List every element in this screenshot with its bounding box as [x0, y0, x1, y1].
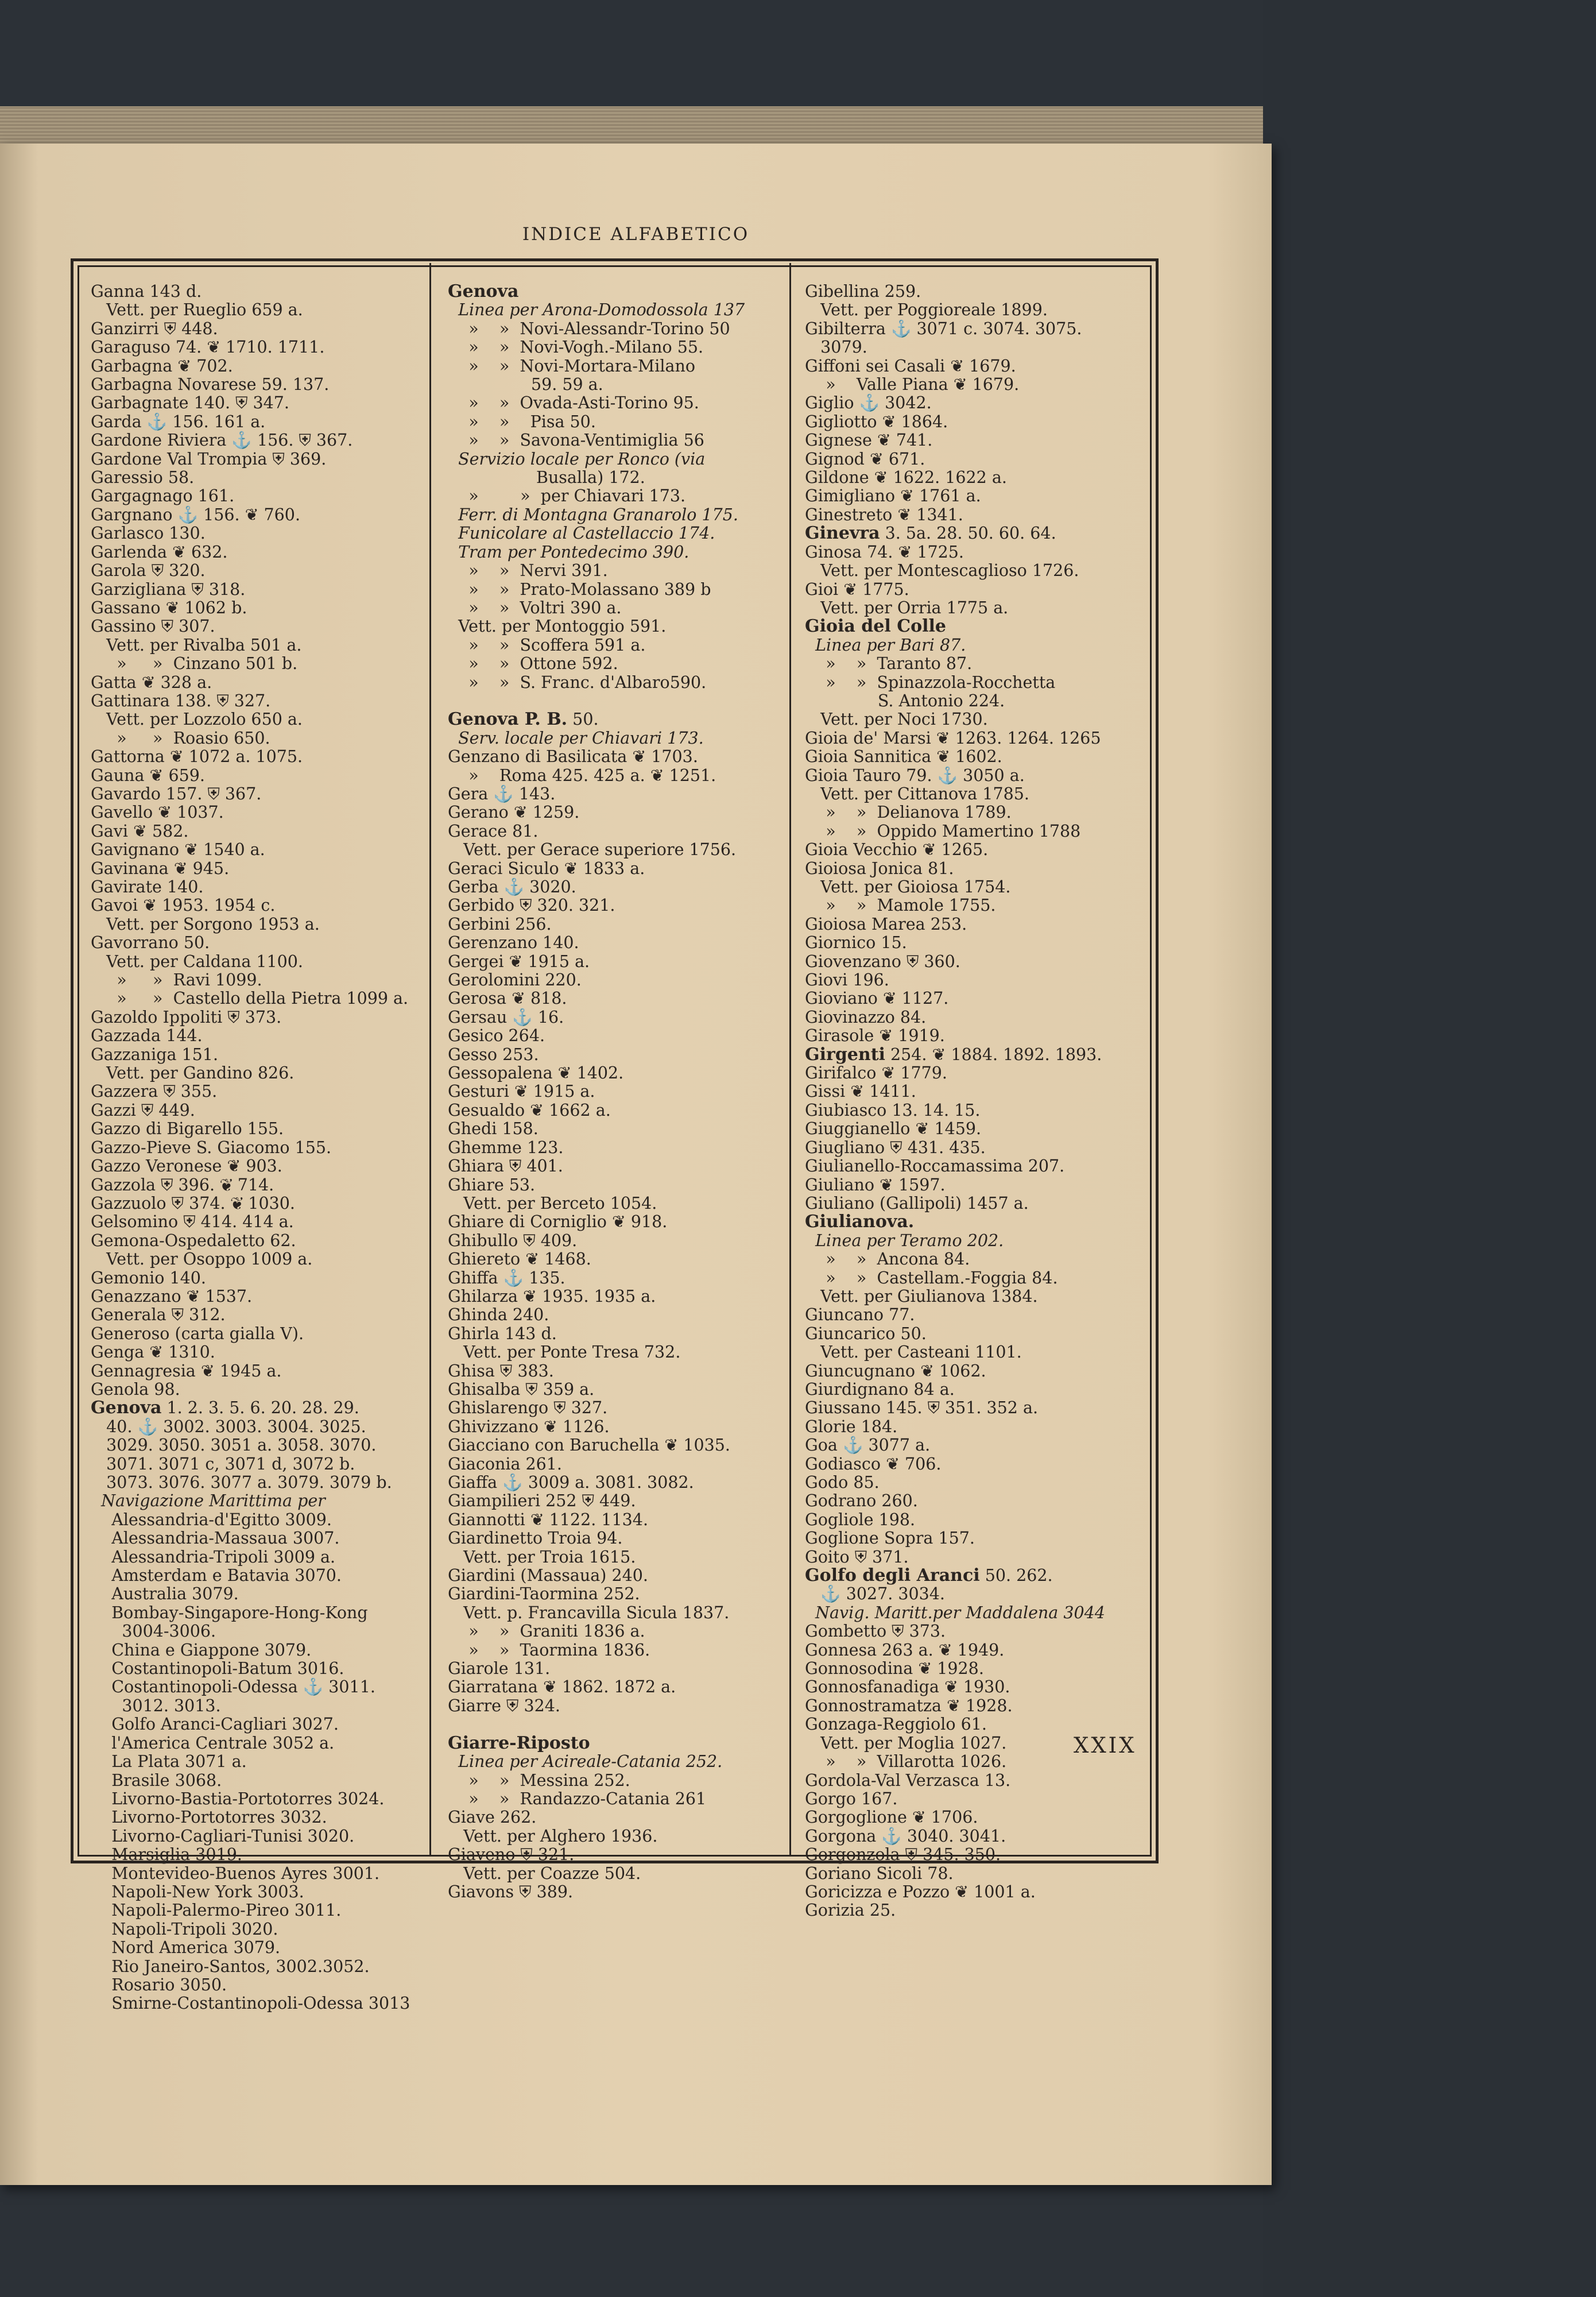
index-entry: Gemonio 140.: [91, 1268, 206, 1287]
index-entry: Vett. per Giulianova 1384.: [805, 1286, 1038, 1306]
index-entry: Girasole ❦ 1919.: [805, 1026, 945, 1046]
column-divider: [429, 263, 431, 1855]
index-entry: Vett. per Montescaglioso 1726.: [805, 561, 1079, 581]
index-entry: Giaveno ⛨ 321.: [448, 1845, 575, 1865]
index-entry: Gerolomini 220.: [448, 970, 582, 990]
index-entry: 3071. 3071 c, 3071 d, 3072 b.: [91, 1454, 355, 1474]
index-entry: Brasile 3068.: [91, 1770, 222, 1790]
index-entry: Vett. per Noci 1730.: [805, 710, 988, 729]
index-entry: Giussano 145. ⛨ 351. 352 a.: [805, 1398, 1039, 1418]
index-entry: Gorgonzola ⛨ 345. 350.: [805, 1845, 1001, 1865]
index-entry: Godo 85.: [805, 1473, 880, 1492]
index-entry: Gassino ⛨ 307.: [91, 617, 215, 636]
index-entry: Giuliano (Gallipoli) 1457 a.: [805, 1193, 1029, 1213]
index-entry: Vett. p. Francavilla Sicula 1837.: [448, 1603, 730, 1622]
index-entry: Gioviano ❦ 1127.: [805, 989, 949, 1008]
index-entry: Gorizia 25.: [805, 1901, 896, 1920]
index-entry: Gildone ❦ 1622. 1622 a.: [805, 468, 1007, 488]
index-entry: Vett. per Gioiosa 1754.: [805, 877, 1011, 896]
index-entry: Vett. per Gandino 826.: [91, 1064, 295, 1083]
index-entry: Linea per Arona-Domodossola 137: [448, 300, 745, 320]
index-entry: Livorno-Portotorres 3032.: [91, 1808, 327, 1827]
index-entry: Gazzaniga 151.: [91, 1045, 219, 1064]
index-entry: Goito ⛨ 371.: [805, 1547, 909, 1567]
index-entry: Ghiara ⛨ 401.: [448, 1157, 563, 1176]
index-entry: » » Novi-Alessandr-Torino 50: [448, 319, 730, 338]
index-entry: Gardone Val Trompia ⛨ 369.: [91, 449, 327, 469]
index-entry: Gerba ⚓ 3020.: [448, 877, 576, 896]
index-entry: Giovi 196.: [805, 970, 889, 990]
index-entry: Giulianova.: [805, 1212, 915, 1232]
page-header-title: INDICE ALFABETICO: [522, 224, 750, 245]
index-entry: Gavoi ❦ 1953. 1954 c.: [91, 896, 276, 915]
index-entry: Genazzano ❦ 1537.: [91, 1286, 253, 1306]
index-entry: » » Randazzo-Catania 261: [448, 1789, 707, 1808]
index-entry: Geraci Siculo ❦ 1833 a.: [448, 859, 645, 878]
index-entry: Gazzo Veronese ❦ 903.: [91, 1157, 282, 1176]
index-entry: Giuncugnano ❦ 1062.: [805, 1361, 986, 1380]
index-entry: Gerbido ⛨ 320. 321.: [448, 896, 615, 915]
index-entry: Vett. per Rivalba 501 a.: [91, 635, 302, 655]
index-entry: Vett. per Coazze 504.: [448, 1863, 641, 1883]
index-entry: » » Voltri 390 a.: [448, 598, 622, 617]
index-entry: Gesso 253.: [448, 1045, 539, 1064]
index-entry: Ghiare di Corniglio ❦ 918.: [448, 1212, 668, 1232]
index-entry: Giuncarico 50.: [805, 1324, 927, 1343]
index-entry: Glorie 184.: [805, 1417, 898, 1436]
index-entry: Gesturi ❦ 1915 a.: [448, 1082, 595, 1101]
index-entry: [448, 692, 784, 710]
index-entry: Gorgo 167.: [805, 1789, 898, 1808]
index-entry: Vett. per Cittanova 1785.: [805, 784, 1029, 803]
index-entry: 3073. 3076. 3077 a. 3079. 3079 b.: [91, 1473, 392, 1492]
index-entry-heading: Genova: [91, 1398, 162, 1418]
index-entry: » » Taormina 1836.: [448, 1640, 650, 1660]
index-entry: » » Ravi 1099.: [91, 970, 262, 990]
index-entry: Gignod ❦ 671.: [805, 449, 925, 469]
index-entry: Gerenzano 140.: [448, 933, 579, 953]
index-entry: Giuliano ❦ 1597.: [805, 1175, 946, 1194]
index-entry: Goriano Sicoli 78.: [805, 1863, 954, 1883]
index-entry: Gargagnago 161.: [91, 486, 235, 506]
index-entry: Girifalco ❦ 1779.: [805, 1064, 947, 1083]
index-entry: » » Graniti 1836 a.: [448, 1622, 645, 1641]
index-entry: Gigliotto ❦ 1864.: [805, 412, 948, 431]
index-entry: Costantinopoli-Batum 3016.: [91, 1659, 344, 1679]
index-entry: Gerosa ❦ 818.: [448, 989, 567, 1008]
index-entry: 3029. 3050. 3051 a. 3058. 3070.: [91, 1436, 377, 1455]
index-entry: Smirne-Costantinopoli-Odessa 3013: [91, 1994, 410, 2013]
index-entry: Bombay-Singapore-Hong-Kong: [91, 1603, 368, 1622]
index-entry: Goglione Sopra 157.: [805, 1529, 975, 1548]
index-entry: Ghiereto ❦ 1468.: [448, 1250, 591, 1269]
index-entry: » » Ottone 592.: [448, 654, 618, 674]
index-entry: Garlenda ❦ 632.: [91, 542, 228, 562]
index-entry: Alessandria-Massaua 3007.: [91, 1529, 340, 1548]
index-entry: 3012. 3013.: [91, 1696, 221, 1715]
index-entry: » » Spinazzola-Rocchetta: [805, 672, 1056, 692]
index-entry: Gera ⚓ 143.: [448, 784, 556, 803]
index-entry: Ginosa 74. ❦ 1725.: [805, 542, 964, 562]
index-entry: Gauna ❦ 659.: [91, 765, 205, 785]
index-entry: [805, 1567, 1135, 1585]
column-divider: [789, 263, 791, 1855]
index-entry: Giardini-Taormina 252.: [448, 1584, 640, 1604]
index-entry: Vett. per Rueglio 659 a.: [91, 300, 303, 320]
index-entry: Servizio locale per Ronco (via: [448, 449, 706, 469]
index-entry: Ginestreto ❦ 1341.: [805, 505, 963, 524]
index-entry: Rio Janeiro-Santos, 3002.3052.: [91, 1956, 370, 1976]
index-entry: Livorno-Bastia-Portotorres 3024.: [91, 1789, 385, 1808]
index-entry: China e Giappone 3079.: [91, 1640, 312, 1660]
index-entry: Funicolare al Castellaccio 174.: [448, 524, 715, 543]
index-entry: Gazzada 144.: [91, 1026, 203, 1046]
index-entry: Giugliano ⛨ 431. 435.: [805, 1138, 986, 1157]
index-entry: Gerbini 256.: [448, 914, 552, 934]
index-entry: Gioia Sannitica ❦ 1602.: [805, 747, 1002, 767]
index-entry: Giarole 131.: [448, 1659, 551, 1679]
index-entry: Gavello ❦ 1037.: [91, 803, 224, 822]
index-column-1: [91, 282, 422, 2013]
index-entry: 3079.: [805, 338, 867, 357]
index-entry: » » Novi-Mortara-Milano: [448, 356, 695, 376]
index-entry: Gombetto ⛨ 373.: [805, 1622, 946, 1641]
index-entry: Serv. locale per Chiavari 173.: [448, 728, 704, 748]
index-entry: Gissi ❦ 1411.: [805, 1082, 916, 1101]
index-entry: Vett. per Ponte Tresa 732.: [448, 1343, 681, 1362]
index-entry: [805, 524, 1135, 543]
index-entry: Costantinopoli-Odessa ⚓ 3011.: [91, 1677, 375, 1697]
index-entry: Busalla) 172.: [448, 468, 645, 488]
index-entry: Vett. per Poggioreale 1899.: [805, 300, 1048, 320]
index-entry: » » Ancona 84.: [805, 1250, 970, 1269]
index-entry: 59. 59 a.: [448, 375, 603, 395]
index-entry: » » Delianova 1789.: [805, 803, 1012, 822]
index-entry: Gavignano ❦ 1540 a.: [91, 840, 265, 860]
index-entry: Ferr. di Montagna Granarolo 175.: [448, 505, 738, 524]
index-entry: » » Nervi 391.: [448, 561, 608, 581]
index-entry: Giaffa ⚓ 3009 a. 3081. 3082.: [448, 1473, 694, 1492]
index-entry: Giornico 15.: [805, 933, 907, 953]
index-entry: [805, 1046, 1135, 1064]
index-entry: Garola ⛨ 320.: [91, 561, 206, 581]
index-entry: Gerace 81.: [448, 821, 539, 841]
index-entry: Marsiglia 3019.: [91, 1845, 242, 1865]
index-entry: Gessopalena ❦ 1402.: [448, 1064, 624, 1083]
index-entry: Vett. per Troia 1615.: [448, 1547, 636, 1567]
index-entry: Gioia del Colle: [805, 616, 946, 637]
index-entry: » » Villarotta 1026.: [805, 1752, 1007, 1772]
index-entry: Giannotti ❦ 1122. 1134.: [448, 1510, 648, 1529]
index-entry: Gazzera ⛨ 355.: [91, 1082, 218, 1101]
index-entry: » » Pisa 50.: [448, 412, 596, 431]
index-entry: Gassano ❦ 1062 b.: [91, 598, 247, 617]
index-entry: Gimigliano ❦ 1761 a.: [805, 486, 981, 506]
index-entry: Ganzirri ⛨ 448.: [91, 319, 218, 338]
index-entry: » » Novi-Vogh.-Milano 55.: [448, 338, 704, 357]
index-entry: Gazoldo Ippoliti ⛨ 373.: [91, 1007, 282, 1027]
index-entry: Giampilieri 252 ⛨ 449.: [448, 1491, 636, 1511]
index-entry: Gargnano ⚓ 156. ❦ 760.: [91, 505, 301, 524]
index-entry: Vett. per Alghero 1936.: [448, 1826, 658, 1846]
index-entry: » » Oppido Mamertino 1788: [805, 821, 1081, 841]
index-entry: » » S. Franc. d'Albaro590.: [448, 672, 707, 692]
index-entry: Gogliole 198.: [805, 1510, 916, 1529]
index-entry: Vett. per Osoppo 1009 a.: [91, 1250, 313, 1269]
index-entry: Gavinana ❦ 945.: [91, 859, 230, 878]
index-entry: Gioiosa Marea 253.: [805, 914, 967, 934]
index-entry: » » Taranto 87.: [805, 654, 973, 674]
index-entry: Gerano ❦ 1259.: [448, 803, 580, 822]
index-entry: » » Savona-Ventimiglia 56: [448, 431, 704, 450]
index-entry: Gonzaga-Reggiolo 61.: [805, 1715, 987, 1734]
index-entry: Gavirate 140.: [91, 877, 204, 896]
index-entry: Godiasco ❦ 706.: [805, 1454, 942, 1474]
index-entry: Giacciano con Baruchella ❦ 1035.: [448, 1436, 730, 1455]
page-number: XXIX: [1074, 1733, 1137, 1758]
index-entry: » » Scoffera 591 a.: [448, 635, 646, 655]
index-entry: Livorno-Cagliari-Tunisi 3020.: [91, 1826, 355, 1846]
index-entry: Giubiasco 13. 14. 15.: [805, 1100, 981, 1120]
index-entry-heading: Genova P. B.: [448, 709, 568, 730]
index-entry: Gavardo 157. ⛨ 367.: [91, 784, 262, 803]
index-entry: Gordola-Val Verzasca 13.: [805, 1770, 1011, 1790]
index-entry: Garzigliana ⛨ 318.: [91, 579, 246, 599]
index-entry: Alessandria-d'Egitto 3009.: [91, 1510, 332, 1529]
index-entry: Garda ⚓ 156. 161 a.: [91, 412, 266, 431]
index-entry: Giglio ⚓ 3042.: [805, 393, 932, 413]
index-entry: Giaconia 261.: [448, 1454, 562, 1474]
index-entry: La Plata 3071 a.: [91, 1752, 247, 1772]
index-entry: Genzano di Basilicata ❦ 1703.: [448, 747, 698, 767]
index-entry: Gioia Tauro 79. ⚓ 3050 a.: [805, 765, 1025, 785]
index-entry: ⚓ 3027. 3034.: [805, 1584, 945, 1604]
index-entry: Vett. per Lozzolo 650 a.: [91, 710, 303, 729]
index-entry: » » Roasio 650.: [91, 728, 270, 748]
index-entry: Gibellina 259.: [805, 282, 921, 301]
index-entry: Giavons ⛨ 389.: [448, 1882, 574, 1901]
index-entry: 40. ⚓ 3002. 3003. 3004. 3025.: [91, 1417, 366, 1436]
index-entry: Gattorna ❦ 1072 a. 1075.: [91, 747, 303, 767]
book-page: [0, 144, 1272, 2185]
index-entry: Giovinazzo 84.: [805, 1007, 927, 1027]
index-entry: [448, 710, 784, 729]
index-entry: Giffoni sei Casali ❦ 1679.: [805, 356, 1016, 376]
index-entry: Vett. per Orria 1775 a.: [805, 598, 1009, 617]
index-entry: » Valle Piana ❦ 1679.: [805, 375, 1020, 395]
index-entry: Ghibullo ⛨ 409.: [448, 1231, 578, 1250]
index-entry: Ghisa ⛨ 383.: [448, 1361, 554, 1380]
index-entry: Giarre ⛨ 324.: [448, 1696, 560, 1715]
index-entry: Godrano 260.: [805, 1491, 918, 1511]
index-entry: Giuggianello ❦ 1459.: [805, 1119, 982, 1139]
index-entry: l'America Centrale 3052 a.: [91, 1733, 335, 1753]
index-entry: Garbagna ❦ 702.: [91, 356, 233, 376]
index-entry: » » Castellam.-Foggia 84.: [805, 1268, 1058, 1287]
index-entry: Gonnostramatza ❦ 1928.: [805, 1696, 1013, 1715]
index-entry: Napoli-Palermo-Pireo 3011.: [91, 1901, 342, 1920]
index-entry: Gattinara 138. ⛨ 327.: [91, 691, 271, 710]
index-entry: Gignese ❦ 741.: [805, 431, 933, 450]
index-entry-heading: Girgenti: [805, 1044, 885, 1065]
index-entry: Ghirla 143 d.: [448, 1324, 557, 1343]
index-entry: Amsterdam e Batavia 3070.: [91, 1566, 342, 1586]
index-entry: Gergei ❦ 1915 a.: [448, 952, 590, 971]
index-entry: Gesico 264.: [448, 1026, 545, 1046]
index-entry: Gazzo-Pieve S. Giacomo 155.: [91, 1138, 332, 1157]
index-entry: Gavorrano 50.: [91, 933, 210, 953]
index-entry: Giarratana ❦ 1862. 1872 a.: [448, 1677, 676, 1697]
index-entry: Vett. per Casteani 1101.: [805, 1343, 1022, 1362]
index-entry: Vett. per Caldana 1100.: [91, 952, 303, 971]
index-entry: Gonnosodina ❦ 1928.: [805, 1659, 984, 1679]
index-entry: Linea per Teramo 202.: [805, 1231, 1004, 1250]
index-entry: Garlasco 130.: [91, 524, 206, 543]
index-entry: Ghislarengo ⛨ 327.: [448, 1398, 608, 1418]
index-entry: Gemona-Ospedaletto 62.: [91, 1231, 296, 1250]
index-entry: Gioiosa Jonica 81.: [805, 859, 954, 878]
index-entry: Montevideo-Buenos Ayres 3001.: [91, 1863, 380, 1883]
index-entry: Gazzola ⛨ 396. ❦ 714.: [91, 1175, 274, 1194]
index-entry: Rosario 3050.: [91, 1975, 227, 1994]
index-entry: Alessandria-Tripoli 3009 a.: [91, 1547, 336, 1567]
index-entry: Giuncano 77.: [805, 1305, 915, 1325]
index-entry: Nord America 3079.: [91, 1938, 281, 1958]
index-entry: » » Mamole 1755.: [805, 896, 996, 915]
index-entry: Ghemme 123.: [448, 1138, 564, 1157]
index-entry: » » Ovada-Asti-Torino 95.: [448, 393, 699, 413]
index-entry: Garaguso 74. ❦ 1710. 1711.: [91, 338, 325, 357]
index-entry: Garbagnate 140. ⛨ 347.: [91, 393, 289, 413]
index-entry: Gazzuolo ⛨ 374. ❦ 1030.: [91, 1193, 295, 1213]
index-entry: Giurdignano 84 a.: [805, 1379, 955, 1399]
index-entry: Giovenzano ⛨ 360.: [805, 952, 960, 971]
index-entry: Generala ⛨ 312.: [91, 1305, 226, 1325]
index-entry-refs: 50.: [567, 710, 599, 729]
index-entry: Garessio 58.: [91, 468, 195, 488]
index-entry: Gelsomino ⛨ 414. 414 a.: [91, 1212, 294, 1232]
index-entry: Gioi ❦ 1775.: [805, 579, 909, 599]
index-entry: [91, 1399, 422, 1417]
index-entry: Gazzo di Bigarello 155.: [91, 1119, 284, 1139]
index-column-2: [448, 281, 784, 1901]
index-entry: Genola 98.: [91, 1379, 180, 1399]
index-entry-heading: Golfo degli Aranci: [805, 1565, 980, 1586]
index-entry: » » Castello della Pietra 1099 a.: [91, 989, 409, 1008]
index-entry: Gonnesa 263 a. ❦ 1949.: [805, 1640, 1005, 1660]
index-entry: Napoli-Tripoli 3020.: [91, 1919, 278, 1939]
index-entry: Ganna 143 d.: [91, 282, 202, 301]
index-entry: 3004-3006.: [91, 1622, 216, 1641]
index-entry: Ghisalba ⛨ 359 a.: [448, 1379, 595, 1399]
index-entry: Giardinetto Troia 94.: [448, 1529, 623, 1548]
index-entry: » Roma 425. 425 a. ❦ 1251.: [448, 765, 716, 785]
index-entry: Gavi ❦ 582.: [91, 821, 189, 841]
index-entry: Gorgona ⚓ 3040. 3041.: [805, 1826, 1006, 1846]
index-entry: Genga ❦ 1310.: [91, 1343, 215, 1362]
index-entry: Vett. per Berceto 1054.: [448, 1193, 657, 1213]
index-entry: Genova: [448, 281, 519, 301]
index-entry: » » Cinzano 501 b.: [91, 654, 298, 674]
index-entry: Gazzi ⛨ 449.: [91, 1100, 195, 1120]
index-entry: Linea per Acireale-Catania 252.: [448, 1752, 723, 1772]
index-entry: Gesualdo ❦ 1662 a.: [448, 1100, 611, 1120]
index-entry: Goricizza e Pozzo ❦ 1001 a.: [805, 1882, 1036, 1901]
index-entry: » » Prato-Molassano 389 b: [448, 579, 711, 599]
index-entry: Gibilterra ⚓ 3071 c. 3074. 3075.: [805, 319, 1082, 338]
index-entry: Gennagresia ❦ 1945 a.: [91, 1361, 282, 1380]
index-entry-refs: 3. 5a. 28. 50. 60. 64.: [880, 524, 1056, 543]
index-entry: Navigazione Marittima per: [91, 1491, 326, 1511]
index-entry: Ghinda 240.: [448, 1305, 549, 1325]
index-entry: Vett. per Moglia 1027.: [805, 1733, 1007, 1753]
index-entry: Gersau ⚓ 16.: [448, 1007, 564, 1027]
index-entry: » » Messina 252.: [448, 1770, 630, 1790]
index-entry: Gioia de' Marsi ❦ 1263. 1264. 1265: [805, 728, 1101, 748]
index-entry-refs: 254. ❦ 1884. 1892. 1893.: [885, 1045, 1102, 1064]
index-entry: Vett. per Sorgono 1953 a.: [91, 914, 320, 934]
index-entry: Napoli-New York 3003.: [91, 1882, 304, 1901]
index-entry: Ghiffa ⚓ 135.: [448, 1268, 565, 1287]
index-entry: Linea per Bari 87.: [805, 635, 966, 655]
index-entry: Giulianello-Roccamassima 207.: [805, 1157, 1065, 1176]
index-entry: Gorgoglione ❦ 1706.: [805, 1808, 978, 1827]
index-entry: Gonnosfanadiga ❦ 1930.: [805, 1677, 1010, 1697]
index-entry-refs: 1. 2. 3. 5. 6. 20. 28. 29.: [161, 1398, 359, 1418]
index-column-3: [805, 282, 1135, 1920]
index-entry: Giardini (Massaua) 240.: [448, 1566, 648, 1586]
index-entry: » » per Chiavari 173.: [448, 486, 686, 506]
index-entry-refs: 50. 262.: [979, 1566, 1053, 1586]
index-entry: S. Antonio 224.: [805, 691, 1005, 710]
index-entry: Generoso (carta gialla V).: [91, 1324, 304, 1343]
index-entry: Ghivizzano ❦ 1126.: [448, 1417, 610, 1436]
index-entry: Australia 3079.: [91, 1584, 239, 1604]
index-entry-heading: Ginevra: [805, 523, 880, 544]
index-entry: Ghedi 158.: [448, 1119, 539, 1139]
index-entry: Vett. per Gerace superiore 1756.: [448, 840, 737, 860]
index-entry: Navig. Maritt.per Maddalena 3044: [805, 1603, 1105, 1622]
index-entry: Vett. per Montoggio 591.: [448, 617, 667, 636]
index-entry: Golfo Aranci-Cagliari 3027.: [91, 1715, 339, 1734]
index-entry: Gatta ❦ 328 a.: [91, 672, 212, 692]
index-entry: Garbagna Novarese 59. 137.: [91, 375, 330, 395]
index-entry: Goa ⚓ 3077 a.: [805, 1436, 931, 1455]
index-entry: Giave 262.: [448, 1808, 537, 1827]
index-entry: Ghiare 53.: [448, 1175, 536, 1194]
index-entry: Giarre-Riposto: [448, 1733, 590, 1753]
index-entry: Gardone Riviera ⚓ 156. ⛨ 367.: [91, 431, 353, 450]
index-entry: Gioia Vecchio ❦ 1265.: [805, 840, 989, 860]
index-entry: [448, 1715, 784, 1734]
index-entry: Ghilarza ❦ 1935. 1935 a.: [448, 1286, 656, 1306]
index-entry: Tram per Pontedecimo 390.: [448, 542, 689, 562]
